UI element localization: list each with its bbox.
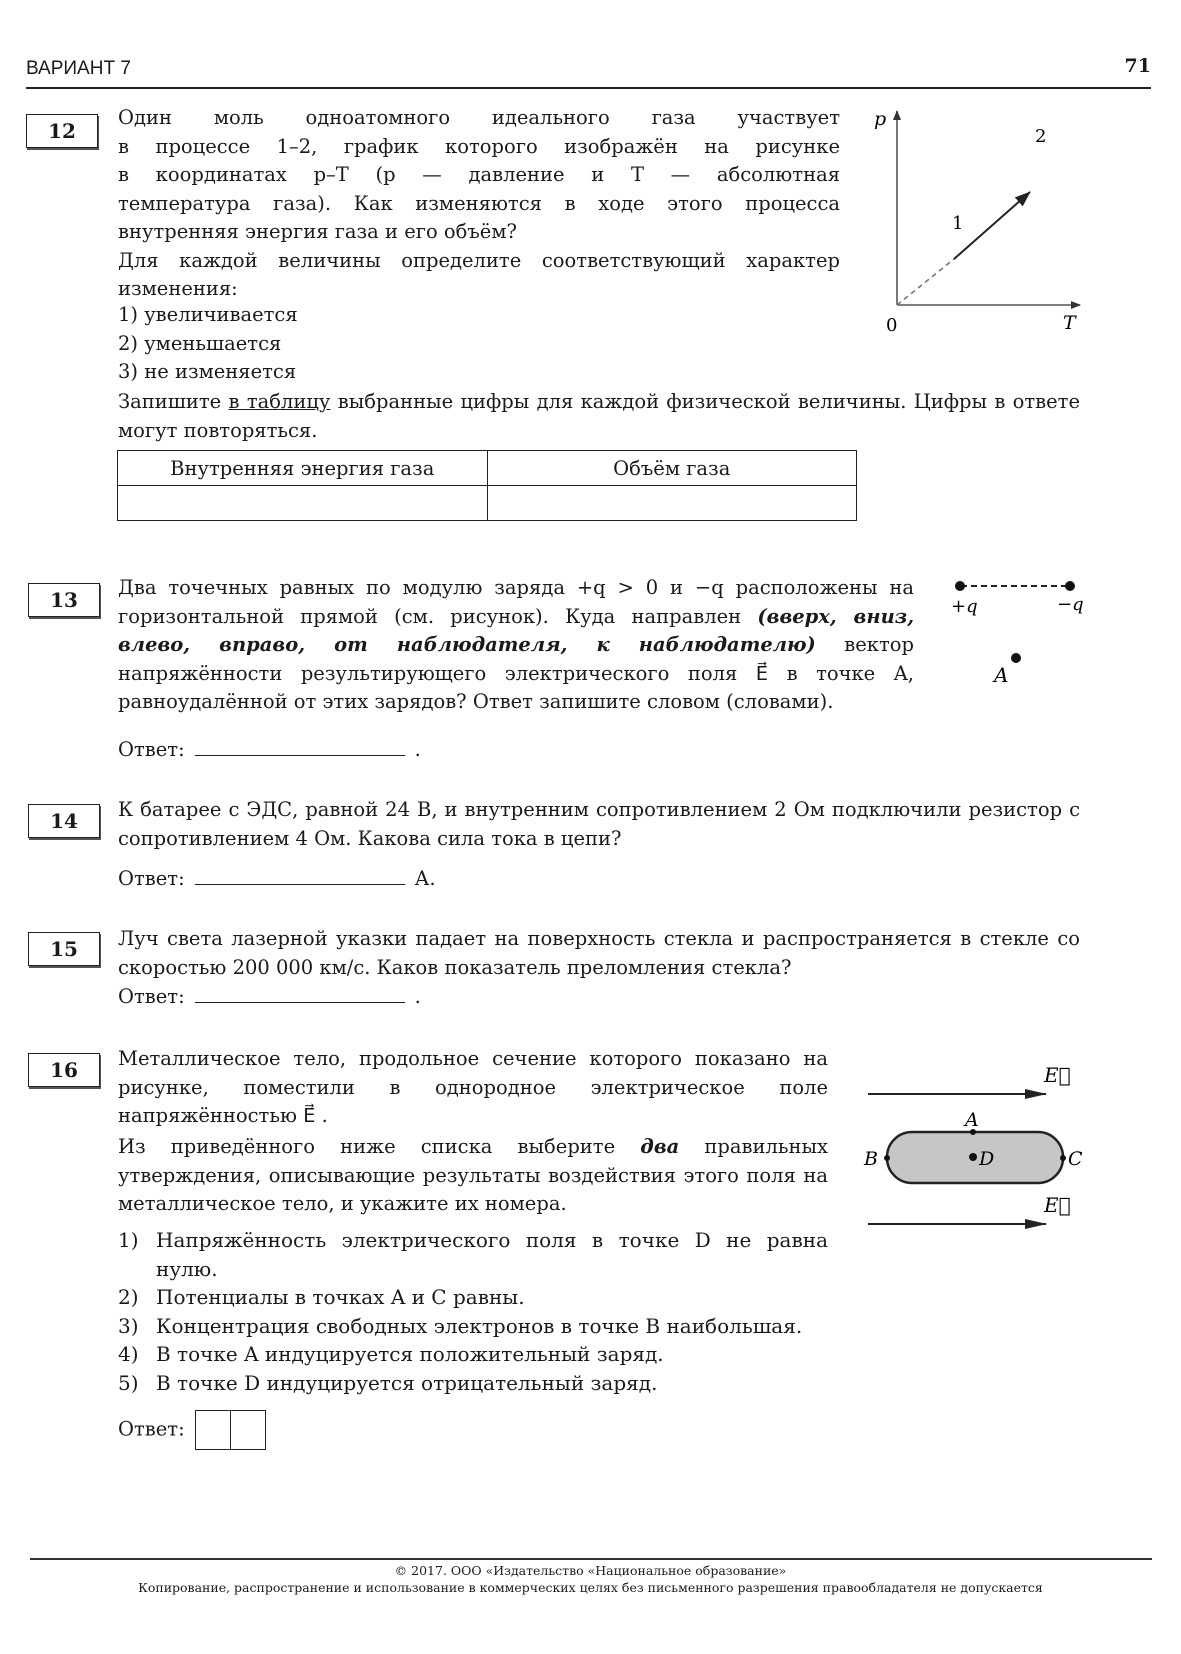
question-number-16: 16 — [28, 1053, 100, 1087]
q16-text-1: Металлическое тело, продольное сечение которого показано на рисунке, поместили в однородное электрическое поле напряжённостью E⃗ . — [118, 1047, 828, 1127]
question-number-14: 14 — [28, 804, 100, 838]
minus-q-label: −q — [1057, 594, 1084, 615]
label-b: B — [864, 1148, 878, 1170]
q12-options — [118, 301, 298, 387]
q12-write-prefix: Запишите — [118, 390, 229, 413]
point-a-label: A — [994, 663, 1009, 687]
q13-text-part-b: вектор напряжённости результирующего электрического поля E⃗ в точке A, равноудалённой от этих зарядов? Ответ запишите словом (словами). — [118, 633, 914, 713]
q12-line-1: Один моль одноатомного идеального газа участвует — [118, 106, 840, 129]
statement-number: 2) — [118, 1285, 139, 1309]
q12-line-5: внутренняя энергия газа и его объём? — [118, 220, 517, 243]
answer-cell-internal-energy[interactable] — [118, 486, 488, 521]
label-a: A — [965, 1109, 979, 1131]
question-number-13: 13 — [28, 583, 100, 617]
statement-1 — [118, 1226, 878, 1283]
positive-charge-dot — [955, 581, 965, 591]
q16-answer-line — [118, 1410, 266, 1450]
q13-text-part-a: Два точечных равных по модулю заряда +q > 0 и −q расположены на горизонтальной прямой (см. рисунок). Куда направлен — [118, 576, 914, 628]
q14-text: К батарее с ЭДС, равной 24 В, и внутренним сопротивлением 2 Ом подключили резистор с сопротивлением 4 Ом. Какова сила тока в цепи? — [118, 798, 1080, 850]
statement-2 — [118, 1283, 878, 1312]
q12-write-instruction — [118, 388, 1080, 445]
footer-notice: Копирование, распространение и использование в коммерческих целях без письменного разрешения правообладателя не допускается — [138, 1580, 1043, 1595]
negative-charge-dot — [1065, 581, 1075, 591]
point-a-dot — [1011, 653, 1021, 663]
q14-answer-unit: А. — [414, 867, 436, 890]
question-number-12: 12 — [26, 114, 98, 148]
footer-copyright: © 2017. ООО «Издательство «Национальное образование» — [394, 1563, 787, 1578]
statement-text: Концентрация свободных электронов в точке B наибольшая. — [156, 1313, 803, 1338]
field-label-bottom: E⃗ — [1044, 1193, 1071, 1217]
statement-4 — [118, 1340, 878, 1369]
q12-write-underlined: в таблицу — [228, 390, 331, 413]
label-c: C — [1068, 1148, 1083, 1170]
footer-divider — [30, 1558, 1152, 1560]
statement-text: В точке A индуцируется положительный заряд. — [156, 1342, 664, 1366]
q12-answer-table — [117, 450, 857, 521]
q16-answer-label: Ответ: — [118, 1417, 185, 1441]
q14-answer-label: Ответ: — [118, 867, 185, 890]
q16-emphasis-two: два — [640, 1135, 680, 1158]
q13-answer-suffix: . — [414, 738, 421, 761]
process-1-2-arrow — [954, 192, 1030, 259]
q15-text: Луч света лазерной указки падает на поверхность стекла и распространяется в стекле со скоростью 200 000 км/с. Каков показатель преломления стекла? — [118, 927, 1080, 979]
table-header-internal-energy: Внутренняя энергия газа — [118, 451, 488, 486]
q15-answer-label: Ответ: — [118, 985, 185, 1008]
origin-label: 0 — [886, 315, 898, 335]
field-label-top: E⃗ — [1044, 1063, 1071, 1087]
q12-instruction: Для каждой величины определите соответствующий характер изменения: — [118, 248, 840, 300]
q16-answer-boxes — [195, 1410, 266, 1450]
point-d-dot — [969, 1153, 977, 1161]
q13-answer-field[interactable] — [195, 737, 405, 756]
extrapolation-dashed-line — [897, 259, 954, 305]
q16-text-2 — [118, 1133, 828, 1219]
q12-text — [118, 104, 840, 304]
question-number-15: 15 — [28, 932, 100, 966]
variant-label: ВАРИАНТ 7 — [26, 58, 131, 79]
point-2-label: 2 — [1035, 126, 1047, 147]
point-1-label: 1 — [952, 213, 964, 234]
statement-text: Напряжённость электрического поля в точке D не равна нулю. — [156, 1228, 828, 1281]
answer-box-1[interactable] — [196, 1411, 230, 1449]
label-d: D — [979, 1148, 995, 1170]
answer-box-2[interactable] — [230, 1411, 265, 1449]
q13-answer-line — [118, 737, 421, 761]
q13-answer-label: Ответ: — [118, 738, 185, 761]
q15-answer-suffix: . — [414, 985, 421, 1008]
q16-metal-body-figure — [860, 1055, 1100, 1235]
q12-write-suffix: выбранные цифры для каждой физической величины. Цифры в ответе могут повторяться. — [118, 390, 1080, 442]
point-b-dot — [884, 1155, 890, 1161]
q15-answer-line — [118, 984, 421, 1008]
q15-answer-field[interactable] — [195, 984, 405, 1003]
statement-3 — [118, 1312, 878, 1341]
header-divider — [26, 87, 1151, 89]
q12-line-4: температура газа). Как изменяются в ходе этого процесса — [118, 191, 840, 215]
t-axis-label: T — [1063, 312, 1076, 334]
statement-number: 4) — [118, 1342, 139, 1366]
q12-option-1: 1) увеличивается — [118, 303, 298, 326]
statement-text: Потенциалы в точках A и C равны. — [156, 1285, 525, 1309]
q16-text-2b: правильных утверждения, описывающие результаты воздействия этого поля на металлическое тело, и укажите их номера. — [118, 1135, 828, 1215]
q12-option-2: 2) уменьшается — [118, 331, 282, 355]
statement-text: В точке D индуцируется отрицательный заряд. — [156, 1370, 658, 1395]
point-c-dot — [1060, 1155, 1066, 1161]
statement-number: 3) — [118, 1313, 139, 1338]
table-header-volume: Объём газа — [487, 451, 857, 486]
q13-charges-figure — [945, 572, 1085, 692]
q12-option-3: 3) не изменяется — [118, 360, 297, 383]
p-axis-label: p — [874, 108, 887, 130]
q14-answer-line — [118, 866, 436, 890]
q16-text-2a: Из приведённого ниже списка выберите — [118, 1135, 641, 1158]
q13-direction-options: (вверх, вниз, влево, вправо, от наблюдателя, к наблюдателю) — [118, 604, 914, 656]
statement-number: 5) — [118, 1370, 139, 1395]
q12-line-3: в координатах p–T (p — давление и T — абсолютная — [118, 163, 840, 186]
statement-5 — [118, 1369, 878, 1398]
q12-line-2: в процессе 1–2, график которого изображён на рисунке — [118, 134, 840, 158]
answer-cell-volume[interactable] — [487, 486, 857, 521]
statement-number: 1) — [118, 1228, 139, 1252]
plus-q-label: +q — [951, 596, 978, 617]
q13-text — [118, 574, 914, 717]
page-number: 71 — [1124, 55, 1151, 77]
q14-answer-field[interactable] — [195, 866, 405, 885]
q16-statements — [118, 1226, 878, 1397]
q12-pt-graph — [870, 105, 1090, 335]
